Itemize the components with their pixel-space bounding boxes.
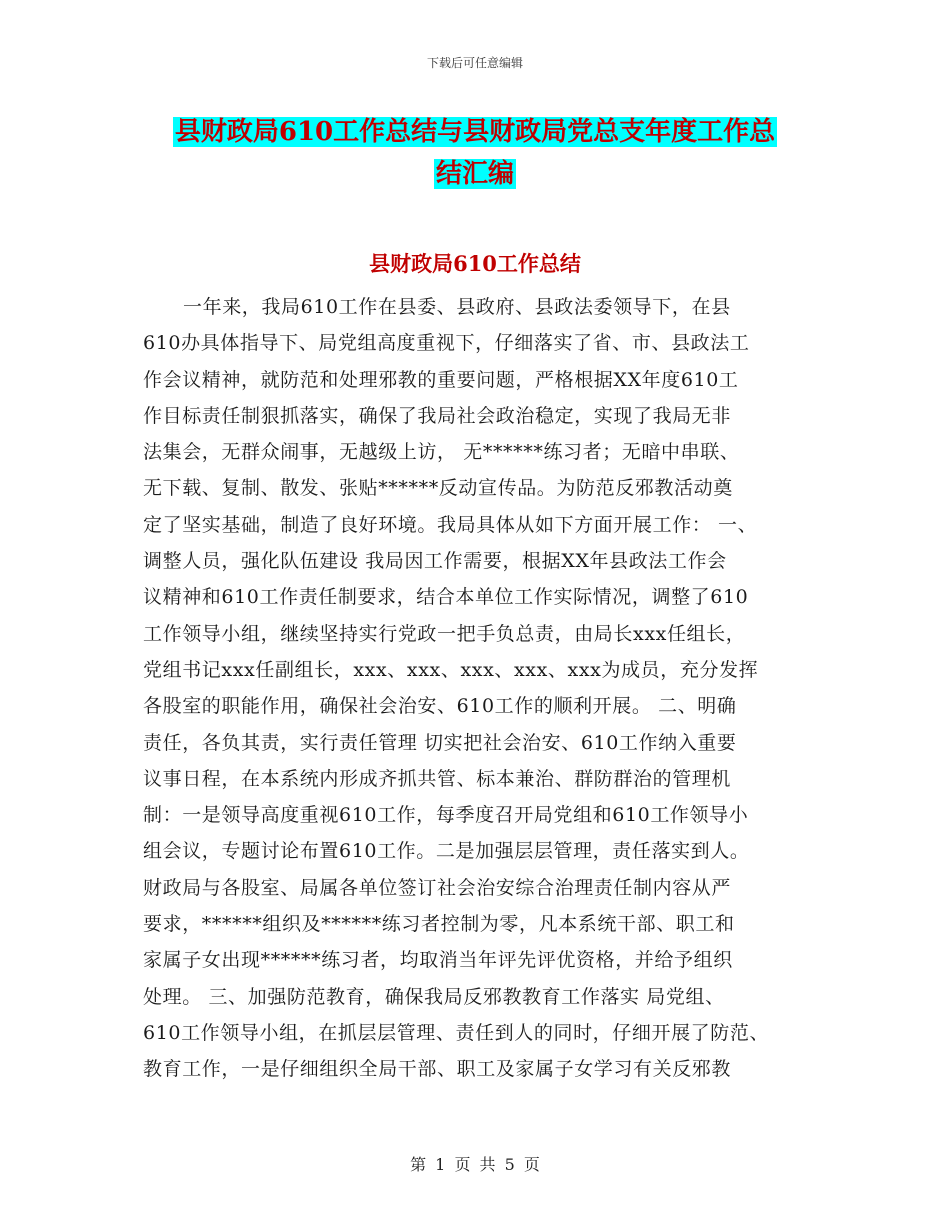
body-line: 作会议精神，就防范和处理邪教的重要问题，严格根据XX年度610工 [143,368,739,391]
body-line: 610工作领导小组，在抓层层管理、责任到人的同时，仔细开展了防范、 [143,1021,770,1044]
body-line: 组会议，专题讨论布置610工作。二是加强层层管理，责任落实到人。 [143,840,750,863]
header-note: 下载后可任意编辑 [426,56,523,70]
body-line: 议精神和610工作责任制要求，结合本单位工作实际情况，调整了610 [143,586,749,609]
body-line: 党组书记xxx任副组长，xxx、xxx、xxx、xxx、xxx为成员，充分发挥 [143,658,759,681]
body-line: 制：一是领导高度重视610工作，每季度召开局党组和610工作领导小 [143,804,749,827]
body-line: 财政局与各股室、局属各单位签订社会治安综合治理责任制内容从严 [143,876,732,899]
body-line: 工作领导小组，继续坚持实行党政一把手负总责，由局长xxx任组长， [143,622,746,645]
body-line: 处理。 三、加强防范教育，确保我局反邪教教育工作落实 局党组、 [143,985,725,1008]
document-title-line-2 [0,150,950,198]
body-line: 议事日程，在本系统内形成齐抓共管、标本兼治、群防群治的管理机 [143,767,732,790]
body-line: 要求，******组织及******练习者控制为零，凡本系统干部、职工和 [143,913,735,936]
body-line: 无下载、复制、散发、张贴******反动宣传品。为防范反邪教活动奠 [143,477,733,500]
body-line: 各股室的职能作用，确保社会治安、610工作的顺利开展。 二、明确 [143,695,737,718]
title-highlight-1: 县财政局610工作总结与县财政局党总支年度工作总 [174,117,776,147]
document-title-line-1 [0,108,950,156]
body-text [143,289,823,1088]
body-line: 610办具体指导下、局党组高度重视下，仔细落实了省、市、县政法工 [143,332,750,355]
body-line: 教育工作，一是仔细组织全局干部、职工及家属子女学习有关反邪教 [143,1058,732,1081]
body-line: 作目标责任制狠抓落实，确保了我局社会政治稳定，实现了我局无非 [143,404,732,427]
body-line: 责任，各负其责，实行责任管理 切实把社会治安、610工作纳入重要 [143,731,737,754]
page-footer: 第 1 页 共 5 页 [410,1155,540,1174]
body-line: 调整人员，强化队伍建设 我局因工作需要，根据XX年县政法工作会 [143,550,727,573]
body-line: 定了坚实基础，制造了良好环境。我局具体从如下方面开展工作： 一、 [143,513,758,536]
body-line: 一年来，我局610工作在县委、县政府、县政法委领导下，在县 [183,296,731,318]
body-line: 家属子女出现******练习者，均取消当年评先评优资格，并给予组织 [143,949,733,972]
title-highlight-2: 结汇编 [435,159,514,189]
section-title: 县财政局610工作总结 [369,251,581,276]
body-line: 法集会，无群众闹事，无越级上访， 无******练习者；无暗中串联、 [143,441,740,464]
